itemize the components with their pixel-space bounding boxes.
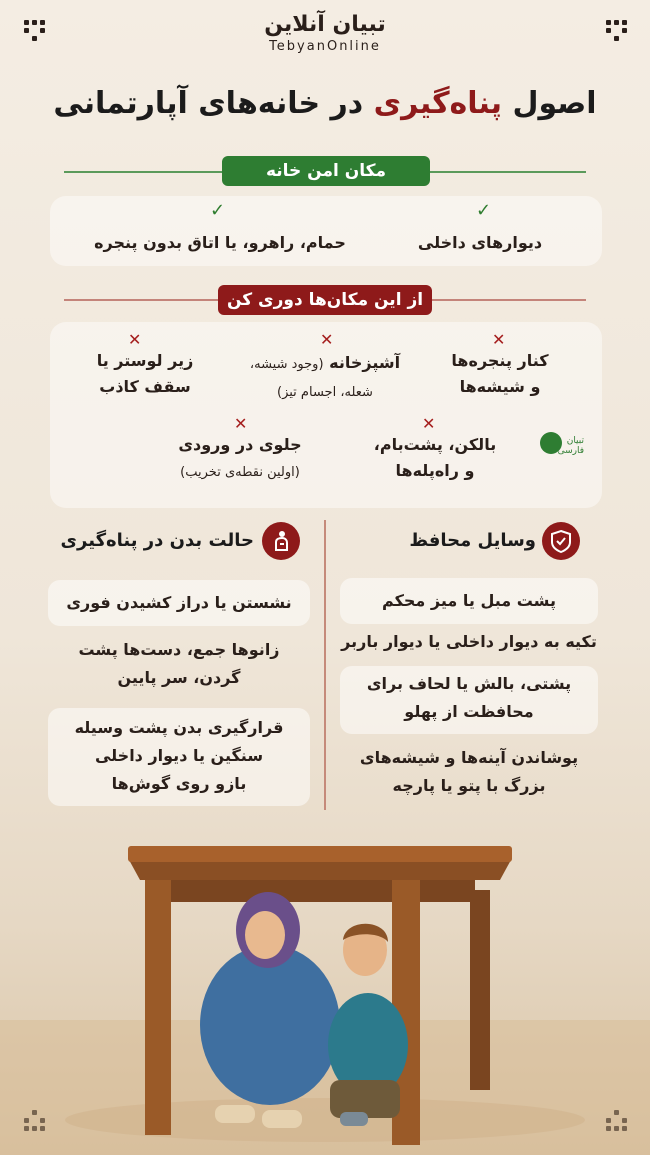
title-part2: در خانه‌های آپارتمانی bbox=[53, 86, 364, 121]
avoid-item: جلوی در ورودی (اولین نقطه‌ی تخریب) bbox=[178, 435, 302, 480]
safe-item: حمام، راهرو، یا اتاق بدون پنجره bbox=[94, 233, 346, 252]
section-divider bbox=[432, 299, 586, 301]
tool-item: پشتی، بالش یا لحاف برای محافظت از پهلو bbox=[340, 666, 598, 734]
posture-item: زانوها جمع، دست‌ها پشت گردن، سر پایین bbox=[78, 640, 280, 687]
illustration-children-under-table bbox=[0, 820, 650, 1155]
avoid-item: آشپزخانه (وجود شیشه، شعله، اجسام تیز) bbox=[249, 353, 401, 400]
page-title bbox=[0, 86, 650, 121]
section-divider bbox=[64, 171, 224, 173]
cross-icon: ✕ bbox=[128, 330, 142, 349]
tools-heading: وسایل محافظ bbox=[409, 530, 536, 551]
column-divider bbox=[324, 520, 326, 810]
avoid-section-label: از این مکان‌ها دوری کن bbox=[218, 285, 432, 315]
safe-section-label: مکان امن خانه bbox=[222, 156, 430, 186]
avoid-item: زیر لوستر یا سقف کاذب bbox=[96, 351, 194, 396]
posture-item: نشستن یا دراز کشیدن فوری bbox=[48, 580, 310, 626]
title-highlight: پناه‌گیری bbox=[373, 86, 503, 121]
brand-name-fa: تبیان آنلاین bbox=[264, 12, 386, 37]
posture-heading: حالت بدن در پناه‌گیری bbox=[60, 530, 254, 551]
avoid-item: بالکن، پشت‌بام، و راه‌پله‌ها bbox=[373, 435, 497, 480]
cross-icon: ✕ bbox=[320, 330, 334, 349]
safe-item: دیوارهای داخلی bbox=[417, 233, 543, 252]
tool-item: پوشاندن آینه‌ها و شیشه‌های بزرگ با پتو یا پارچه bbox=[359, 748, 579, 795]
brand-logo bbox=[0, 12, 650, 54]
check-icon: ✓ bbox=[210, 200, 226, 221]
section-divider bbox=[64, 299, 219, 301]
cross-icon: ✕ bbox=[234, 414, 248, 433]
section-divider bbox=[430, 171, 586, 173]
title-part1: اصول bbox=[512, 86, 597, 121]
brand-name-en: TebyanOnline bbox=[269, 39, 381, 54]
side-logo-text: تبیان فارسی bbox=[557, 436, 584, 456]
shield-icon bbox=[542, 522, 580, 560]
person-icon bbox=[262, 522, 300, 560]
tool-item: پشت مبل یا میز محکم bbox=[340, 578, 598, 624]
check-icon: ✓ bbox=[476, 200, 492, 221]
cross-icon: ✕ bbox=[422, 414, 436, 433]
cross-icon: ✕ bbox=[492, 330, 506, 349]
tool-item: تکیه به دیوار داخلی یا دیوار باربر bbox=[341, 632, 597, 651]
avoid-item: کنار پنجره‌ها و شیشه‌ها bbox=[451, 351, 549, 396]
posture-item: قرارگیری بدن پشت وسیله سنگین یا دیوار داخلی بازو روی گوش‌ها bbox=[48, 708, 310, 806]
side-logo bbox=[540, 428, 584, 462]
